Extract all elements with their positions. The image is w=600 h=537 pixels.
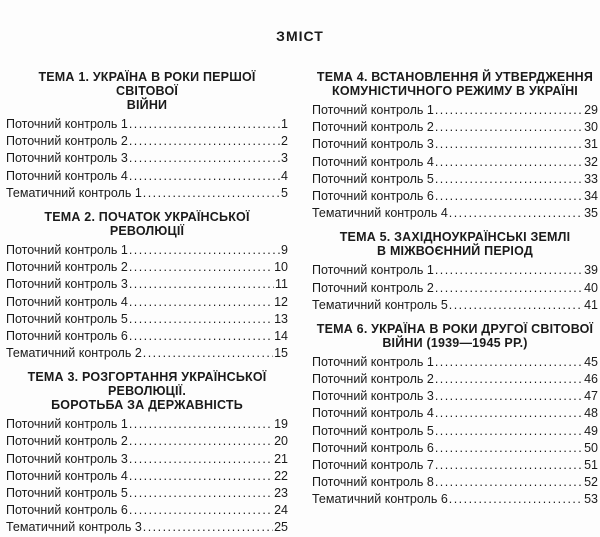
dot-leader <box>129 259 273 276</box>
toc-entry-page: 47 <box>584 389 598 404</box>
toc-entry[interactable] <box>6 242 288 259</box>
theme-title-line: ВІЙНИ <box>126 98 168 112</box>
toc-entry-page: 46 <box>584 372 598 387</box>
toc-entry-page: 10 <box>274 260 288 275</box>
toc-entry-label: Поточний контроль 1 <box>6 117 128 131</box>
dot-leader <box>435 371 583 388</box>
toc-entry-label: Поточний контроль 1 <box>312 263 434 278</box>
toc-entry-label: Поточний контроль 1 <box>6 242 128 257</box>
toc-entry[interactable] <box>6 276 288 293</box>
toc-entry[interactable] <box>6 168 288 185</box>
theme-title-line: ТЕМА 4. ВСТАНОВЛЕННЯ Й УТВЕРДЖЕННЯ <box>316 70 594 84</box>
dot-leader <box>143 519 273 536</box>
toc-entry-label: Тематичний контроль 5 <box>312 297 448 312</box>
theme-title <box>6 370 288 412</box>
toc-entry[interactable] <box>6 433 288 450</box>
toc-entry[interactable] <box>312 354 598 371</box>
toc-entry-page: 9 <box>281 242 288 257</box>
toc-entry-page: 15 <box>274 346 288 361</box>
toc-entry-label: Поточний контроль 3 <box>6 277 128 292</box>
theme-section <box>312 322 598 509</box>
theme-title-line: ТЕМА 1. УКРАЇНА В РОКИ ПЕРШОЇ СВІТОВОЇ <box>38 70 256 98</box>
dot-leader <box>435 154 583 171</box>
dot-leader <box>129 276 274 293</box>
toc-entry-page: 23 <box>274 486 288 500</box>
toc-entry-page: 1 <box>281 117 288 131</box>
toc-entry[interactable] <box>312 457 598 474</box>
dot-leader <box>129 242 280 259</box>
dot-leader <box>129 416 273 433</box>
dot-leader <box>435 457 583 474</box>
toc-entry-label: Поточний контроль 2 <box>312 372 434 387</box>
toc-entry-page: 45 <box>584 354 598 369</box>
theme-title-line: КОМУНІСТИЧНОГО РЕЖИМУ В УКРАЇНІ <box>332 84 578 98</box>
toc-entry-page: 29 <box>584 103 598 117</box>
toc-entry-label: Поточний контроль 1 <box>312 103 434 117</box>
dot-leader <box>129 150 280 167</box>
toc-entry[interactable] <box>312 440 598 457</box>
dot-leader <box>435 262 583 279</box>
toc-entry-page: 32 <box>584 154 598 169</box>
theme-title <box>6 70 288 112</box>
toc-entry-page: 2 <box>281 134 288 149</box>
toc-entry[interactable] <box>312 154 598 171</box>
dot-leader <box>129 168 280 185</box>
theme-title-line: ТЕМА 6. УКРАЇНА В РОКИ ДРУГОЇ СВІТОВОЇ <box>316 321 594 336</box>
toc-entry-label: Поточний контроль 3 <box>6 151 128 166</box>
toc-entry[interactable] <box>6 416 288 433</box>
toc-entry[interactable] <box>6 345 288 362</box>
toc-entry-label: Тематичний контроль 2 <box>6 346 142 361</box>
toc-entry-page: 30 <box>584 120 598 135</box>
toc-entry-page: 41 <box>584 297 598 312</box>
toc-entry[interactable] <box>6 116 288 133</box>
theme-section <box>312 70 598 222</box>
toc-entry-label: Поточний контроль 1 <box>312 354 434 369</box>
toc-entry-page: 39 <box>584 263 598 278</box>
toc-entry-label: Поточний контроль 3 <box>312 137 434 152</box>
toc-entry[interactable] <box>312 423 598 440</box>
toc-entry-label: Поточний контроль 4 <box>312 154 434 169</box>
toc-entry-label: Поточний контроль 6 <box>6 328 128 343</box>
dot-leader <box>129 502 273 519</box>
toc-entry-label: Тематичний контроль 6 <box>312 492 448 507</box>
theme-title-line: ТЕМА 5. ЗАХІДНОУКРАЇНСЬКІ ЗЕМЛІ <box>339 230 571 245</box>
toc-entry-page: 14 <box>274 328 288 343</box>
toc-entry-label: Поточний контроль 2 <box>6 434 128 449</box>
toc-entry[interactable] <box>6 133 288 150</box>
toc-entry-page: 21 <box>274 451 288 466</box>
toc-column-right <box>312 70 598 509</box>
theme-section <box>6 70 288 202</box>
toc-entry[interactable] <box>6 519 288 536</box>
dot-leader <box>449 205 583 222</box>
toc-entry[interactable] <box>6 468 288 485</box>
toc-entry-label: Поточний контроль 8 <box>312 475 434 490</box>
toc-entry-label: Поточний контроль 6 <box>6 503 128 518</box>
toc-entry-label: Поточний контроль 3 <box>6 451 128 466</box>
toc-entry-page: 53 <box>584 492 598 507</box>
dot-leader <box>129 468 273 485</box>
dot-leader <box>435 102 583 119</box>
toc-entry[interactable] <box>312 205 598 222</box>
dot-leader <box>435 280 583 297</box>
toc-entry-label: Поточний контроль 4 <box>312 406 434 421</box>
toc-entry[interactable] <box>312 388 598 405</box>
theme-title <box>312 70 598 98</box>
theme-title-line: В МІЖВОЄННИЙ ПЕРІОД <box>377 244 533 259</box>
toc-entry-page: 33 <box>584 171 598 186</box>
theme-section <box>6 370 288 536</box>
toc-entry[interactable] <box>312 280 598 297</box>
toc-entry-page: 20 <box>274 434 288 449</box>
toc-entry-page: 3 <box>281 151 288 166</box>
toc-entry[interactable] <box>6 328 288 345</box>
toc-entry-label: Поточний контроль 4 <box>6 168 128 183</box>
toc-entry-label: Тематичний контроль 1 <box>6 185 142 200</box>
toc-entry-page: 50 <box>584 440 598 455</box>
toc-entry-label: Тематичний контроль 3 <box>6 520 142 535</box>
dot-leader <box>435 354 583 371</box>
toc-entry-page: 4 <box>281 168 288 183</box>
toc-entry[interactable] <box>312 491 598 508</box>
theme-title-line: ТЕМА 2. ПОЧАТОК УКРАЇНСЬКОЇ РЕВОЛЮЦІЇ <box>44 209 250 238</box>
toc-entry[interactable] <box>312 262 598 279</box>
dot-leader <box>449 297 583 314</box>
toc-entry-label: Поточний контроль 2 <box>6 260 128 275</box>
page-title: ЗМІСТ <box>276 28 324 44</box>
toc-entry[interactable] <box>6 185 288 202</box>
toc-entry-label: Поточний контроль 6 <box>312 188 434 203</box>
toc-entry-page: 13 <box>274 311 288 326</box>
dot-leader <box>435 405 583 422</box>
dot-leader <box>129 433 273 450</box>
toc-entry-page: 19 <box>274 417 288 432</box>
theme-section <box>6 210 288 362</box>
toc-entry[interactable] <box>312 136 598 153</box>
theme-title <box>6 210 288 238</box>
dot-leader <box>143 185 280 202</box>
toc-entry[interactable] <box>6 502 288 519</box>
toc-entry-page: 22 <box>274 468 288 483</box>
theme-title <box>312 322 598 350</box>
toc-entry[interactable] <box>312 474 598 491</box>
toc-entry-label: Поточний контроль 2 <box>312 280 434 295</box>
toc-entry[interactable] <box>6 311 288 328</box>
toc-entry-page: 11 <box>275 277 288 292</box>
toc-entry-label: Поточний контроль 5 <box>6 311 128 326</box>
theme-title-line: БОРОТЬБА ЗА ДЕРЖАВНІСТЬ <box>51 398 243 413</box>
dot-leader <box>435 440 583 457</box>
toc-entry[interactable] <box>6 451 288 468</box>
toc-entry[interactable] <box>312 371 598 388</box>
toc-entry-label: Поточний контроль 2 <box>312 120 434 135</box>
dot-leader <box>129 485 273 502</box>
toc-entry[interactable] <box>312 171 598 188</box>
dot-leader <box>129 328 273 345</box>
dot-leader <box>435 171 583 188</box>
toc-entry-page: 51 <box>584 458 598 472</box>
toc-entry-page: 24 <box>274 503 288 518</box>
dot-leader <box>435 136 583 153</box>
toc-entry-label: Поточний контроль 4 <box>6 294 128 309</box>
dot-leader <box>449 491 583 508</box>
toc-entry-label: Поточний контроль 7 <box>312 458 434 472</box>
theme-title-line: ТЕМА 3. РОЗГОРТАННЯ УКРАЇНСЬКОЇ РЕВОЛЮЦІЇ. <box>27 370 267 399</box>
toc-entry-page: 48 <box>584 406 598 421</box>
toc-entry-page: 25 <box>274 520 288 535</box>
dot-leader <box>129 294 273 311</box>
toc-entry-page: 52 <box>584 475 598 490</box>
theme-section <box>312 230 598 314</box>
toc-entry-label: Поточний контроль 1 <box>6 417 128 432</box>
dot-leader <box>129 116 280 133</box>
toc-entry-page: 31 <box>584 137 598 152</box>
toc-entry[interactable] <box>6 259 288 276</box>
toc-entry[interactable] <box>6 150 288 167</box>
toc-entry-label: Поточний контроль 6 <box>312 440 434 455</box>
theme-title <box>312 230 598 258</box>
toc-entry-page: 49 <box>584 423 598 438</box>
toc-entry[interactable] <box>6 294 288 311</box>
toc-entry[interactable] <box>312 119 598 136</box>
toc-entry-page: 40 <box>584 280 598 295</box>
toc-entry-label: Поточний контроль 5 <box>6 486 128 500</box>
toc-entry-label: Поточний контроль 5 <box>312 171 434 186</box>
toc-entry-page: 12 <box>274 294 288 309</box>
dot-leader <box>129 311 273 328</box>
toc-entry[interactable] <box>312 405 598 422</box>
toc-entry[interactable] <box>312 188 598 205</box>
dot-leader <box>435 474 583 491</box>
dot-leader <box>435 119 583 136</box>
dot-leader <box>129 133 280 150</box>
toc-entry-label: Поточний контроль 2 <box>6 134 128 149</box>
toc-entry-page: 35 <box>584 206 598 221</box>
toc-entry-label: Поточний контроль 5 <box>312 423 434 438</box>
toc-entry[interactable] <box>6 485 288 502</box>
dot-leader <box>435 423 583 440</box>
toc-entry-label: Поточний контроль 4 <box>6 468 128 483</box>
toc-entry-page: 5 <box>281 185 288 200</box>
toc-column-left <box>6 70 288 537</box>
toc-entry-page: 34 <box>584 188 598 203</box>
dot-leader <box>435 388 583 405</box>
toc-entry[interactable] <box>312 297 598 314</box>
dot-leader <box>143 345 273 362</box>
toc-entry-label: Тематичний контроль 4 <box>312 206 448 221</box>
toc-entry[interactable] <box>312 102 598 119</box>
toc-entry-label: Поточний контроль 3 <box>312 389 434 404</box>
dot-leader <box>129 451 273 468</box>
dot-leader <box>435 188 583 205</box>
theme-title-line: ВІЙНИ (1939—1945 РР.) <box>382 335 528 350</box>
